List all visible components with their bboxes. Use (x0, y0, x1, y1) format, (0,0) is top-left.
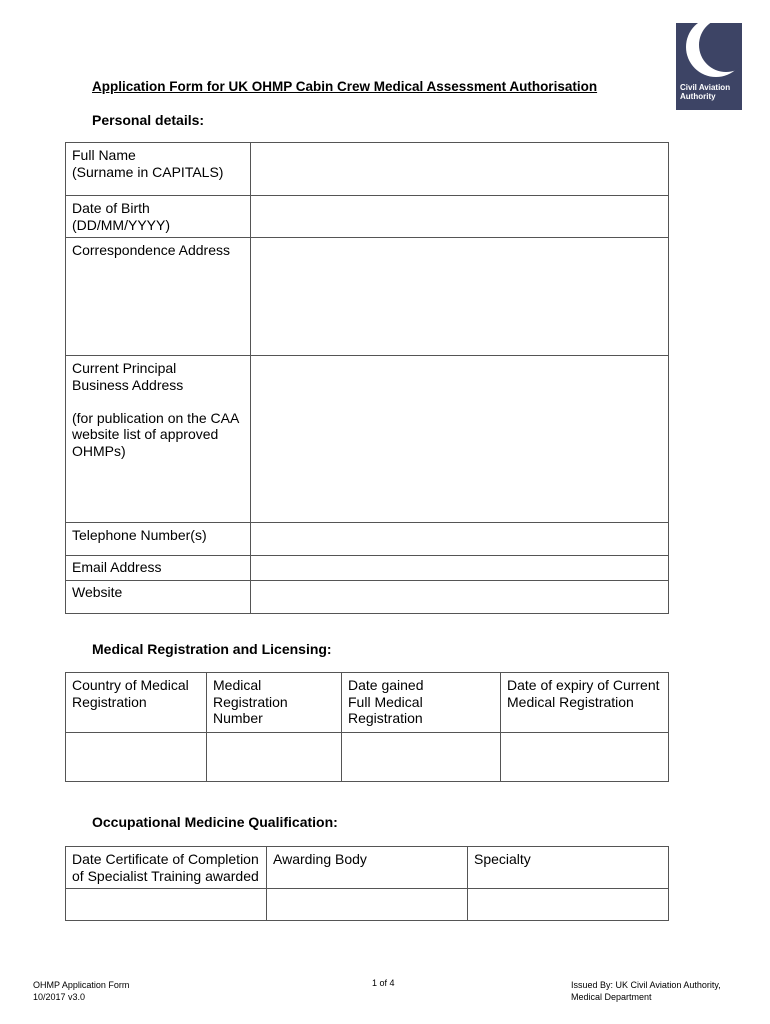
full-name-field[interactable] (251, 143, 669, 196)
country-of-registration-field[interactable] (66, 733, 207, 782)
business-address-label: Current Principal Business Address (for publication on the CAA website list of approved OHMPs) (66, 356, 251, 523)
table-row (66, 847, 669, 889)
table-row (66, 523, 669, 556)
occupational-medicine-table (65, 846, 669, 921)
correspondence-address-label: Correspondence Address (66, 238, 251, 356)
footer-form-name: OHMP Application Form (33, 980, 130, 990)
table-row (66, 143, 669, 196)
logo-text: Civil Aviation Authority (680, 83, 731, 101)
footer-department: Medical Department (571, 992, 652, 1002)
country-of-registration-header: Country of Medical Registration (66, 673, 207, 733)
email-field[interactable] (251, 556, 669, 581)
table-row (66, 196, 669, 238)
table-row (66, 733, 669, 782)
table-row (66, 238, 669, 356)
table-row (66, 580, 669, 613)
table-row (66, 673, 669, 733)
medical-registration-table (65, 672, 669, 782)
footer-version: 10/2017 v3.0 (33, 992, 86, 1002)
specialty-field[interactable] (468, 889, 669, 921)
email-label: Email Address (66, 556, 251, 581)
certificate-date-header: Date Certificate of Completion of Specialist Training awarded (66, 847, 267, 889)
footer-right (571, 979, 721, 1003)
registration-number-header: Medical Registration Number (207, 673, 342, 733)
footer-issuer: Issued By: UK Civil Aviation Authority, (571, 980, 721, 990)
correspondence-address-field[interactable] (251, 238, 669, 356)
awarding-body-field[interactable] (267, 889, 468, 921)
specialty-header: Specialty (468, 847, 669, 889)
page-number: 1 of 4 (372, 978, 395, 988)
table-row (66, 889, 669, 921)
occupational-medicine-heading: Occupational Medicine Qualification: (92, 814, 338, 830)
date-gained-header: Date gained Full Medical Registration (342, 673, 501, 733)
website-label: Website (66, 580, 251, 613)
table-row (66, 356, 669, 523)
date-of-birth-label: Date of Birth (DD/MM/YYYY) (66, 196, 251, 238)
personal-details-table (65, 142, 669, 614)
registration-number-field[interactable] (207, 733, 342, 782)
certificate-date-field[interactable] (66, 889, 267, 921)
medical-registration-heading: Medical Registration and Licensing: (92, 641, 332, 657)
website-field[interactable] (251, 580, 669, 613)
table-row (66, 556, 669, 581)
date-of-expiry-field[interactable] (501, 733, 669, 782)
page-title: Application Form for UK OHMP Cabin Crew Medical Assessment Authorisation (92, 79, 598, 94)
caa-logo (676, 23, 742, 110)
date-of-expiry-header: Date of expiry of Current Medical Registration (501, 673, 669, 733)
full-name-label: Full Name (Surname in CAPITALS) (66, 143, 251, 196)
business-address-field[interactable] (251, 356, 669, 523)
footer-left (33, 979, 129, 1003)
date-of-birth-field[interactable] (251, 196, 669, 238)
personal-details-heading: Personal details: (92, 112, 205, 128)
telephone-label: Telephone Number(s) (66, 523, 251, 556)
telephone-field[interactable] (251, 523, 669, 556)
date-gained-field[interactable] (342, 733, 501, 782)
awarding-body-header: Awarding Body (267, 847, 468, 889)
